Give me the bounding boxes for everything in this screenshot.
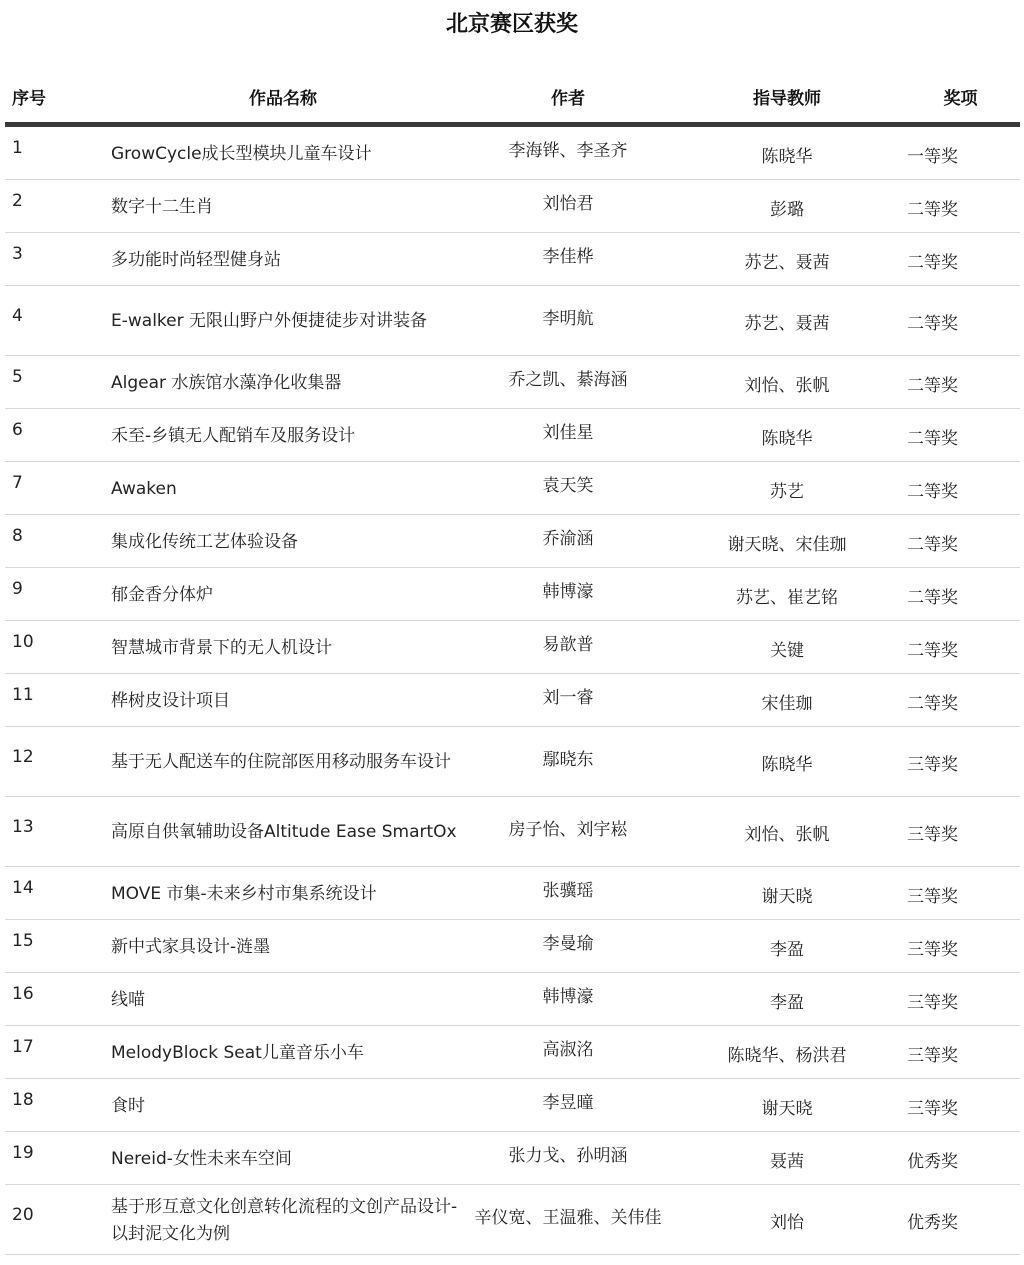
cell-award: 二等奖 <box>907 640 958 661</box>
cell-award: 二等奖 <box>907 314 958 334</box>
cell-author: 韩博濠 <box>542 987 594 1007</box>
cell-name <box>103 920 463 972</box>
cell-index: 3 <box>12 244 23 264</box>
cell-name-text: 桦树皮设计项目 <box>111 690 230 711</box>
cell-name <box>103 674 463 726</box>
cell-index: 8 <box>12 526 23 546</box>
cell-teacher: 陈晓华 <box>761 428 813 449</box>
cell-award: 二等奖 <box>907 481 958 502</box>
cell-index: 6 <box>12 420 23 440</box>
table-row <box>5 674 1020 727</box>
cell-author: 张骥瑶 <box>542 881 594 901</box>
table-row <box>5 462 1020 515</box>
table-row <box>5 1079 1020 1132</box>
cell-index: 20 <box>12 1205 34 1225</box>
cell-award: 二等奖 <box>907 252 958 273</box>
cell-teacher: 苏艺 <box>770 481 804 502</box>
cell-index: 7 <box>12 473 23 493</box>
cell-name-text: MelodyBlock Seat儿童音乐小车 <box>111 1042 364 1063</box>
cell-index: 5 <box>12 367 23 387</box>
table-row <box>5 1132 1020 1185</box>
cell-index: 10 <box>12 632 34 652</box>
cell-teacher: 谢天晓 <box>761 1098 813 1119</box>
cell-teacher: 聂茜 <box>770 1151 804 1172</box>
cell-award: 三等奖 <box>907 939 958 960</box>
cell-name-text: 数字十二生肖 <box>111 196 213 217</box>
cell-teacher: 陈晓华 <box>761 146 813 167</box>
table-body <box>5 127 1020 1255</box>
cell-name <box>103 568 463 620</box>
cell-name-text: MOVE 市集-未来乡村市集系统设计 <box>111 883 377 904</box>
cell-name-text: 多功能时尚轻型健身站 <box>111 249 281 270</box>
cell-author: 鄢晓东 <box>542 750 594 770</box>
cell-name <box>103 462 463 514</box>
cell-name <box>103 233 463 285</box>
cell-award: 二等奖 <box>907 587 958 608</box>
table-row <box>5 286 1020 356</box>
cell-name-text: 高原自供氧辅助设备Altitude Ease SmartOx <box>111 822 457 842</box>
cell-teacher: 刘怡 <box>770 1213 804 1233</box>
cell-index: 18 <box>12 1090 34 1110</box>
table-row <box>5 568 1020 621</box>
cell-teacher: 彭璐 <box>770 199 804 220</box>
table-row <box>5 409 1020 462</box>
cell-name <box>103 409 463 461</box>
cell-name-text: Awaken <box>111 478 177 499</box>
cell-name <box>103 1185 463 1254</box>
cell-name <box>103 127 463 179</box>
cell-teacher: 谢天晓、宋佳珈 <box>727 534 847 555</box>
cell-index: 9 <box>12 579 23 599</box>
cell-author: 袁天笑 <box>542 476 594 496</box>
cell-name <box>103 1132 463 1184</box>
cell-award: 二等奖 <box>907 534 958 555</box>
cell-award: 二等奖 <box>907 693 958 714</box>
cell-teacher: 苏艺、聂茜 <box>744 314 830 334</box>
table-row <box>5 973 1020 1026</box>
cell-teacher: 李盈 <box>770 939 804 960</box>
cell-name-text: 智慧城市背景下的无人机设计 <box>111 637 332 658</box>
cell-award: 三等奖 <box>907 992 958 1013</box>
cell-index: 15 <box>12 931 34 951</box>
cell-index: 1 <box>12 138 23 158</box>
cell-name-text: Nereid-女性未来车空间 <box>111 1148 292 1169</box>
cell-author: 刘一睿 <box>542 688 594 708</box>
cell-name-text: E-walker 无限山野户外便捷徒步对讲装备 <box>111 311 428 331</box>
table-row <box>5 727 1020 797</box>
cell-name <box>103 797 463 866</box>
table-row <box>5 233 1020 286</box>
header-index: 序号 <box>12 88 46 109</box>
cell-index: 12 <box>12 747 34 767</box>
cell-name <box>103 621 463 673</box>
cell-award: 三等奖 <box>907 755 958 775</box>
cell-index: 13 <box>12 817 34 837</box>
cell-author: 易歆普 <box>542 635 594 655</box>
cell-name <box>103 1026 463 1078</box>
cell-teacher: 苏艺、聂茜 <box>744 252 830 273</box>
cell-name-text: 基于形互意文化创意转化流程的文创产品设计-以封泥文化为例 <box>111 1196 458 1244</box>
cell-index: 19 <box>12 1143 34 1163</box>
cell-name <box>103 867 463 919</box>
header-name: 作品名称 <box>249 88 317 109</box>
cell-name <box>103 727 463 796</box>
cell-author: 乔渝涵 <box>542 529 594 549</box>
page-title: 北京赛区获奖 <box>445 12 578 37</box>
cell-author: 李曼瑜 <box>542 934 594 954</box>
cell-author: 李昱曈 <box>542 1093 594 1113</box>
cell-award: 二等奖 <box>907 428 958 449</box>
cell-award: 一等奖 <box>907 146 958 167</box>
cell-author: 李明航 <box>542 309 594 329</box>
cell-teacher: 宋佳珈 <box>761 693 813 714</box>
cell-author: 高淑洺 <box>542 1040 594 1060</box>
cell-index: 11 <box>12 685 34 705</box>
table-header <box>5 70 1020 127</box>
cell-award: 三等奖 <box>907 1098 958 1119</box>
cell-award: 优秀奖 <box>907 1151 958 1172</box>
cell-name <box>103 515 463 567</box>
awards-table <box>5 70 1020 1255</box>
cell-name-text: 郁金香分体炉 <box>111 584 213 605</box>
cell-name-text: Algear 水族馆水藻净化收集器 <box>111 372 342 393</box>
table-row <box>5 127 1020 180</box>
cell-index: 4 <box>12 306 23 326</box>
table-row <box>5 621 1020 674</box>
cell-author: 刘佳星 <box>542 423 594 443</box>
cell-author: 辛仪宽、王温雅、关伟佳 <box>474 1208 662 1228</box>
cell-teacher: 陈晓华、杨洪君 <box>727 1045 847 1066</box>
cell-award: 二等奖 <box>907 199 958 220</box>
table-row <box>5 180 1020 233</box>
table-row <box>5 1185 1020 1255</box>
cell-author: 房子怡、刘宇崧 <box>508 820 628 840</box>
cell-name <box>103 286 463 355</box>
cell-teacher: 李盈 <box>770 992 804 1013</box>
cell-teacher: 陈晓华 <box>761 755 813 775</box>
cell-index: 14 <box>12 878 34 898</box>
header-award: 奖项 <box>943 88 978 109</box>
cell-index: 16 <box>12 984 34 1004</box>
cell-author: 刘怡君 <box>542 194 594 214</box>
header-author: 作者 <box>551 88 585 109</box>
cell-name-text: GrowCycle成长型模块儿童车设计 <box>111 143 372 164</box>
table-row <box>5 920 1020 973</box>
cell-name <box>103 1079 463 1131</box>
cell-teacher: 苏艺、崔艺铭 <box>736 587 838 608</box>
header-teacher: 指导教师 <box>753 88 821 109</box>
cell-name <box>103 180 463 232</box>
cell-award: 三等奖 <box>907 886 958 907</box>
cell-index: 17 <box>12 1037 34 1057</box>
cell-award: 三等奖 <box>907 825 958 845</box>
cell-author: 韩博濠 <box>542 582 594 602</box>
cell-award: 二等奖 <box>907 375 958 396</box>
cell-author: 张力戈、孙明涵 <box>508 1146 628 1166</box>
cell-award: 三等奖 <box>907 1045 958 1066</box>
cell-author: 李佳桦 <box>542 247 594 267</box>
cell-teacher: 刘怡、张帆 <box>744 375 830 396</box>
cell-teacher: 刘怡、张帆 <box>744 825 830 845</box>
table-row <box>5 1026 1020 1079</box>
table-row <box>5 867 1020 920</box>
cell-name-text: 集成化传统工艺体验设备 <box>111 531 298 552</box>
cell-author: 李海铧、李圣齐 <box>508 141 628 161</box>
cell-name <box>103 356 463 408</box>
cell-index: 2 <box>12 191 23 211</box>
cell-name-text: 新中式家具设计-涟墨 <box>111 936 271 957</box>
cell-name-text: 基于无人配送车的住院部医用移动服务车设计 <box>111 752 451 772</box>
table-row <box>5 356 1020 409</box>
cell-name <box>103 973 463 1025</box>
cell-award: 优秀奖 <box>907 1213 958 1233</box>
cell-teacher: 谢天晓 <box>761 886 813 907</box>
cell-name-text: 线喵 <box>111 989 145 1010</box>
cell-name-text: 食时 <box>111 1095 145 1116</box>
table-row <box>5 515 1020 568</box>
cell-teacher: 关键 <box>770 640 804 661</box>
table-row <box>5 797 1020 867</box>
cell-author: 乔之凯、綦海涵 <box>508 370 628 390</box>
cell-name-text: 禾至-乡镇无人配销车及服务设计 <box>111 425 356 446</box>
